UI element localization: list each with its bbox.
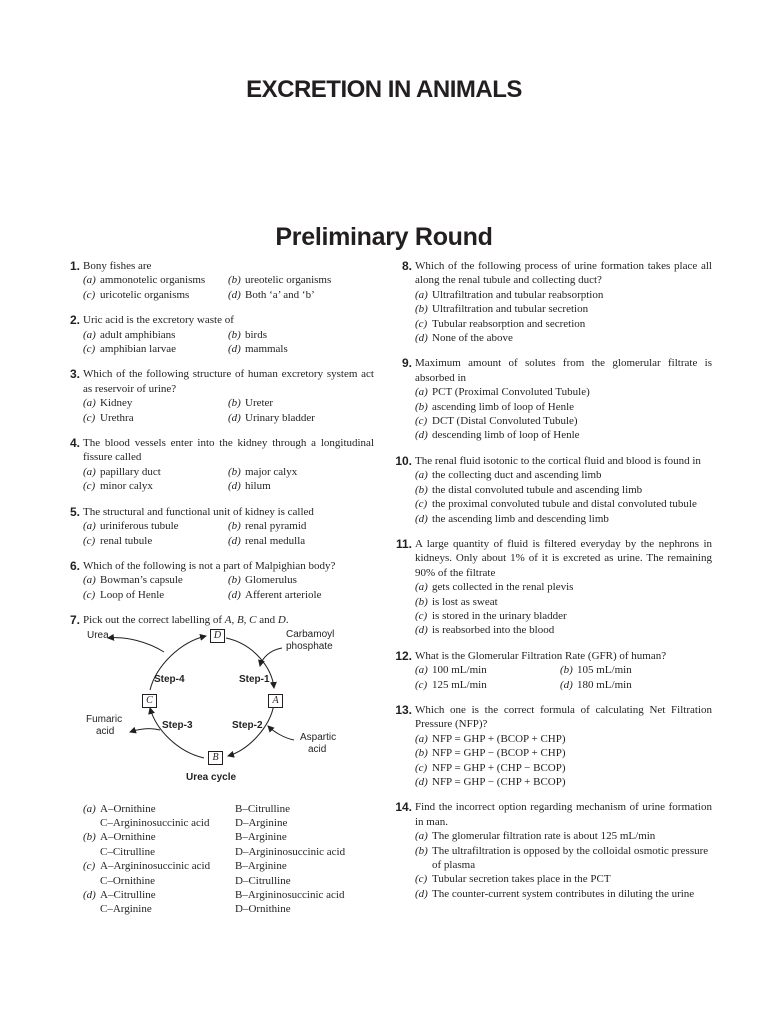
question-number: 1.: [69, 259, 80, 273]
option-b: [415, 595, 712, 609]
fumaric-label: Fumaric: [86, 713, 123, 725]
option-text: gets collected in the renal plevis: [432, 581, 574, 594]
question-number: 10.: [395, 453, 412, 468]
option-text: Tubular reabsorption and secretion: [432, 317, 586, 330]
option-a: [83, 396, 228, 410]
option-letter: (b): [415, 844, 428, 857]
option-letter: (b): [228, 397, 241, 410]
question-3: [66, 367, 374, 425]
right-column: [395, 259, 712, 912]
question-14: [395, 800, 712, 901]
question-2: [66, 313, 374, 356]
question-stem: Which of the following structure of human excretory system act as reservoir of urine?: [83, 368, 374, 395]
option-letter: (d): [415, 512, 428, 525]
question-9: [398, 356, 712, 442]
option-letter: (a): [83, 465, 96, 478]
option-a: [415, 829, 712, 843]
urea-label: Urea: [87, 629, 109, 641]
option-text: Afferent arteriole: [245, 588, 322, 601]
option-text: the proximal convoluted tubule and distal convoluted tubule: [432, 498, 697, 511]
carbamoyl-branch: [260, 648, 282, 666]
option-c: [415, 317, 712, 331]
option-d: [415, 331, 712, 345]
question-10: [395, 453, 712, 526]
option-b: [560, 663, 712, 677]
option-c: [415, 497, 712, 511]
option-text: renal pyramid: [245, 520, 307, 533]
aspartic-label: Aspartic: [300, 731, 337, 743]
box-c: C: [142, 694, 157, 708]
question-stem: The renal fluid isotonic to the cortical fluid and blood is found in: [415, 454, 701, 467]
option-letter: (b): [415, 747, 428, 760]
option-letter: (d): [228, 288, 241, 301]
options-list: [415, 732, 712, 790]
question-7: [66, 613, 374, 627]
options-list: [415, 580, 712, 638]
option-b: [228, 273, 374, 287]
option-text: Bowman’s capsule: [100, 574, 183, 587]
question-stem: Which one is the correct formula of calculating Net Filtration Pressure (NFP)?: [415, 703, 712, 731]
option-b: [415, 844, 712, 873]
option-text: ureotelic organisms: [245, 274, 332, 287]
question-11: [395, 536, 712, 638]
option-text: is stored in the urinary bladder: [432, 609, 567, 622]
aspartic-acid-label: acid: [308, 743, 327, 755]
option-text: hilum: [245, 480, 271, 493]
option-c: [415, 678, 560, 692]
option-letter: (b): [228, 274, 241, 287]
option-c: [83, 479, 228, 493]
option-letter: (d): [415, 624, 428, 637]
option-d: [228, 342, 374, 356]
option-a: [415, 580, 712, 594]
question-stem: The structural and functional unit of kidney is called: [83, 505, 314, 518]
option-text: descending limb of loop of Henle: [432, 429, 580, 442]
option-letter: (d): [228, 480, 241, 493]
option-text: birds: [245, 328, 267, 341]
option-letter: (b): [415, 400, 428, 413]
options-list: [415, 385, 712, 443]
urea-cycle-diagram: [64, 628, 364, 788]
step-2-label: Step-2: [232, 719, 263, 731]
options-grid: [83, 273, 374, 302]
option-letter: (d): [83, 888, 96, 901]
option-letter: (b): [415, 483, 428, 496]
option-text: ascending limb of loop of Henle: [432, 400, 575, 413]
question-stem: Which of the following is not a part of Malpighian body?: [83, 559, 336, 572]
question-stem: Which of the following process of urine formation takes place all along the renal tubule and collecting duct?: [415, 260, 712, 287]
stem-letters: A, B, C: [224, 614, 257, 627]
option-b: [415, 302, 712, 316]
question-number: 13.: [395, 702, 412, 717]
option-text: PCT (Proximal Convoluted Tubule): [432, 386, 590, 399]
option-letter: (b): [228, 328, 241, 341]
question-5: [66, 505, 374, 548]
option-text: amphibian larvae: [100, 343, 177, 356]
option-text: minor calyx: [100, 480, 153, 493]
options-list: [415, 829, 712, 901]
option-c: [83, 588, 228, 602]
option-text: The glomerular filtration rate is about 125 mL/min: [432, 830, 656, 843]
option-a-col2-row1: B–Citrulline: [235, 802, 290, 815]
option-text: 125 mL/min: [432, 678, 487, 691]
option-letter: (b): [228, 465, 241, 478]
step-3-label: Step-3: [162, 719, 193, 731]
option-letter: (a): [415, 732, 428, 745]
option-b-col1-row2: C–Citrulline: [100, 845, 155, 858]
box-b: B: [208, 751, 223, 765]
option-text: NFP = GHP + (BCOP + CHP): [432, 732, 566, 745]
option-text: The counter-current system contributes in diluting the urine: [432, 887, 695, 900]
option-letter: (a): [415, 469, 428, 482]
options-grid: [83, 396, 374, 425]
option-text: papillary duct: [100, 465, 161, 478]
option-letter: (c): [83, 411, 96, 424]
question-stem: Bony fishes are: [83, 260, 152, 272]
option-c-col2-row1: B–Arginine: [235, 860, 287, 873]
option-text: Ureter: [245, 397, 274, 410]
option-letter: (d): [228, 343, 241, 356]
question-stem: Uric acid is the excretory waste of: [83, 314, 234, 327]
option-letter: (c): [415, 873, 428, 886]
option-letter: (d): [228, 534, 241, 547]
options-grid: [83, 519, 374, 548]
option-letter: (d): [228, 588, 241, 601]
question-number: 2.: [69, 313, 80, 328]
option-b: [415, 400, 712, 414]
option-b: [228, 328, 374, 342]
option-c: [83, 288, 228, 302]
option-text: the distal convoluted tubule and ascending limb: [432, 483, 643, 496]
question-number: 3.: [69, 367, 80, 382]
option-text: ammonotelic organisms: [100, 274, 206, 287]
option-text: Tubular secretion takes place in the PCT: [432, 873, 611, 886]
urea-cycle-caption: Urea cycle: [186, 771, 237, 783]
option-letter: (a): [415, 664, 428, 677]
option-b-col1-row1: A–Ornithine: [100, 831, 156, 844]
left-column: [66, 259, 374, 917]
option-text: major calyx: [245, 465, 298, 478]
option-d-col1-row1: A–Citrulline: [100, 888, 156, 901]
option-d-col1-row2: C–Arginine: [100, 903, 152, 916]
option-c-col1-row2: C–Ornithine: [100, 874, 155, 887]
option-d: [228, 534, 374, 548]
option-letter: (a): [83, 802, 96, 815]
option-letter: (b): [228, 520, 241, 533]
option-letter: (a): [83, 274, 96, 287]
option-b: [415, 746, 712, 760]
option-letter: (c): [83, 288, 96, 301]
option-letter: (d): [415, 332, 428, 345]
option-d: [228, 479, 374, 493]
option-letter: (c): [83, 588, 96, 601]
option-letter: (b): [415, 595, 428, 608]
question-number: 12.: [395, 648, 412, 663]
option-d: [228, 288, 374, 302]
option-a-col1-row2: C–Argininosuccinic acid: [100, 816, 210, 829]
option-b: [228, 573, 374, 587]
option-c: [415, 414, 712, 428]
option-d-col2-row1: B–Argininosuccinic acid: [235, 888, 345, 901]
option-letter: (a): [415, 581, 428, 594]
section-title: Preliminary Round: [275, 222, 493, 251]
carbamoyl-label: Carbamoyl: [286, 628, 335, 640]
stem-end: .: [285, 614, 289, 627]
option-text: Loop of Henle: [100, 588, 165, 601]
option-text: renal tubule: [100, 534, 153, 547]
option-a: [415, 732, 712, 746]
option-d: [560, 678, 712, 692]
question-6: [66, 559, 374, 602]
option-text: is lost as sweat: [432, 595, 498, 608]
option-c: [415, 609, 712, 623]
option-letter: (c): [83, 343, 96, 356]
option-text: Both ‘a’ and ‘b’: [245, 288, 315, 301]
question-stem: Find the incorrect option regarding mechanism of urine formation in man.: [415, 801, 712, 828]
option-b-col2-row2: D–Argininosuccinic acid: [235, 845, 346, 858]
option-letter: (c): [415, 761, 428, 774]
question-number: 9.: [401, 356, 412, 371]
option-d: [228, 588, 374, 602]
option-text: uriniferous tubule: [100, 520, 179, 533]
option-b: [415, 483, 712, 497]
option-c: [415, 761, 712, 775]
option-text: 100 mL/min: [432, 664, 487, 677]
option-a: [415, 288, 712, 302]
option-a-col1-row1: A–Ornithine: [100, 802, 156, 815]
option-c: [83, 534, 228, 548]
question-number: 8.: [401, 259, 412, 273]
option-text: uricotelic organisms: [100, 288, 190, 301]
options-grid: [83, 328, 374, 357]
question-13: [395, 702, 712, 789]
option-text: NFP = GHP + (CHP − BCOP): [432, 761, 566, 774]
option-d: [415, 623, 712, 637]
option-text: Glomerulus: [245, 574, 297, 587]
option-letter: (d): [228, 411, 241, 424]
q7-options: [83, 802, 374, 917]
option-c: [415, 872, 712, 886]
question-1: [66, 259, 374, 302]
options-list: [415, 288, 712, 346]
option-letter: (b): [83, 831, 96, 844]
question-stem: [83, 613, 374, 627]
box-a: A: [268, 694, 283, 708]
phosphate-label: phosphate: [286, 640, 333, 652]
option-c-col1-row1: A–Argininosuccinic acid: [100, 860, 211, 873]
option-letter: (b): [228, 574, 241, 587]
option-letter: (d): [415, 887, 428, 900]
option-letter: (a): [83, 397, 96, 410]
option-d: [415, 887, 712, 901]
stem-and: and: [256, 614, 278, 627]
option-text: Urinary bladder: [245, 411, 315, 424]
option-text: 180 mL/min: [577, 678, 632, 691]
option-a: [83, 328, 228, 342]
step-1-label: Step-1: [239, 673, 270, 685]
question-stem: What is the Glomerular Filtration Rate (GFR) of human?: [415, 649, 667, 662]
option-letter: (b): [560, 664, 573, 677]
option-text: mammals: [245, 343, 288, 356]
option-d: [415, 512, 712, 526]
option-letter: (d): [415, 429, 428, 442]
question-4: [66, 436, 374, 494]
option-text: DCT (Distal Convoluted Tubule): [432, 415, 578, 428]
option-a: [415, 468, 712, 482]
option-letter: (c): [415, 498, 428, 511]
option-text: is reabsorbed into the blood: [432, 624, 555, 637]
option-text: NFP = GHP − (BCOP + CHP): [432, 747, 566, 760]
option-a: [415, 663, 560, 677]
options-grid: [415, 663, 712, 692]
option-a: [83, 573, 228, 587]
aspartic-branch: [268, 726, 294, 740]
option-text: NFP = GHP − (CHP + BCOP): [432, 776, 566, 788]
box-d: D: [210, 629, 225, 643]
fumaric-acid-label: acid: [96, 725, 115, 737]
question-number: 7.: [69, 613, 80, 628]
option-b: [228, 519, 374, 533]
arc-b-to-c: [150, 708, 204, 758]
option-letter: (c): [415, 415, 428, 428]
option-text: Ultrafiltration and tubular secretion: [432, 303, 589, 316]
option-letter: (a): [415, 386, 428, 399]
option-text: None of the above: [432, 332, 513, 345]
option-text: Kidney: [100, 397, 133, 410]
fumaric-branch: [130, 728, 160, 731]
option-text: Urethra: [100, 411, 134, 424]
option-letter: (c): [83, 534, 96, 547]
option-a-col2-row2: D–Arginine: [235, 816, 288, 829]
option-letter: (a): [83, 520, 96, 533]
stem-text: Pick out the correct labelling of: [83, 614, 225, 627]
question-stem: The blood vessels enter into the kidney through a longitudinal fissure called: [83, 437, 374, 464]
option-letter: (a): [83, 328, 96, 341]
question-number: 5.: [69, 504, 80, 519]
option-letter: (c): [83, 860, 96, 873]
question-number: 6.: [69, 558, 80, 573]
option-text: adult amphibians: [100, 328, 176, 341]
option-text: the collecting duct and ascending limb: [432, 469, 602, 482]
option-c: [83, 411, 228, 425]
option-letter: (c): [415, 678, 428, 691]
option-b-col2-row1: B–Arginine: [235, 831, 287, 844]
option-letter: (d): [415, 776, 428, 788]
question-8: [398, 259, 712, 345]
option-d: [415, 428, 712, 442]
question-number: 11.: [395, 536, 412, 551]
question-number: 4.: [69, 436, 80, 451]
question-12: [395, 648, 712, 692]
option-d: [415, 775, 712, 789]
option-text: Ultrafiltration and tubular reabsorption: [432, 288, 604, 301]
option-text: The ultrafiltration is opposed by the colloidal osmotic pressure of plasma: [432, 844, 709, 872]
option-text: 105 mL/min: [577, 664, 632, 677]
option-text: the ascending limb and descending limb: [432, 512, 609, 525]
urea-branch: [108, 637, 164, 651]
option-a: [415, 385, 712, 399]
stem-letter-d: D: [277, 614, 286, 627]
option-letter: (a): [415, 288, 428, 301]
options-grid: [83, 465, 374, 494]
chapter-title: EXCRETION IN ANIMALS: [246, 76, 522, 104]
option-d-col2-row2: D–Ornithine: [235, 903, 291, 916]
option-letter: (d): [560, 678, 573, 691]
option-b: [228, 396, 374, 410]
step-4-label: Step-4: [154, 673, 185, 685]
option-a: [83, 519, 228, 533]
option-letter: (c): [83, 480, 96, 493]
option-letter: (c): [415, 317, 428, 330]
options-list: [415, 468, 712, 526]
option-text: renal medulla: [245, 534, 306, 547]
question-stem: A large quantity of fluid is filtered everyday by the nephrons in kidneys. Only about 1% of it is excreted as urine. The remaining 90% of the filtrate: [415, 537, 712, 579]
option-d: [228, 411, 374, 425]
option-b: [228, 465, 374, 479]
option-letter: (a): [415, 830, 428, 843]
option-a: [83, 273, 228, 287]
option-letter: (a): [83, 574, 96, 587]
question-stem: Maximum amount of solutes from the glomerular filtrate is absorbed in: [415, 357, 712, 384]
option-c: [83, 342, 228, 356]
option-a: [83, 465, 228, 479]
option-c-col2-row2: D–Citrulline: [235, 874, 291, 887]
options-grid: [83, 573, 374, 602]
option-letter: (b): [415, 303, 428, 316]
question-number: 14.: [395, 800, 412, 815]
option-letter: (c): [415, 609, 428, 622]
